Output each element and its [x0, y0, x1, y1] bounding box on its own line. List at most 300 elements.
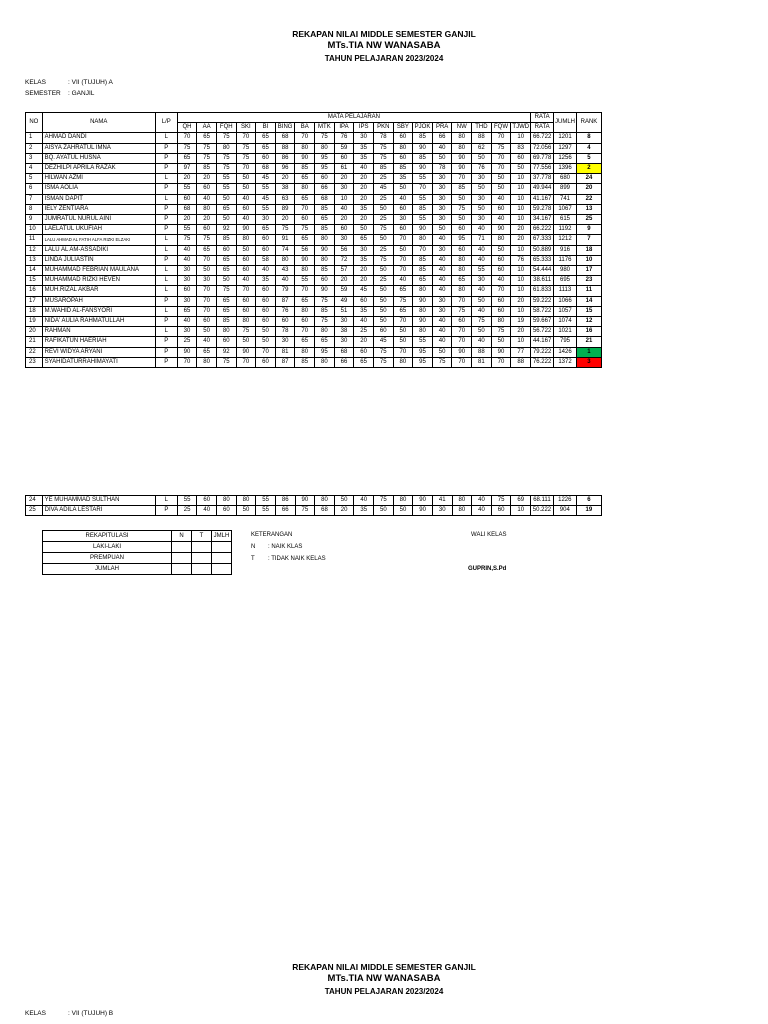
score-cell: 20 [334, 276, 354, 286]
score-cell: 20 [334, 215, 354, 225]
table-row [26, 245, 602, 255]
score-cell: 20 [354, 266, 374, 276]
student-gender: P [155, 153, 177, 163]
score-cell: 70 [295, 204, 315, 214]
student-name: ISMA AOLIA [42, 184, 155, 194]
score-cell: 40 [432, 276, 452, 286]
score-cell: 75 [177, 235, 197, 245]
score-cell: 55 [256, 506, 276, 516]
score-cell: 69 [511, 496, 531, 506]
score-cell: 60 [393, 225, 413, 235]
score-cell: 68 [315, 194, 335, 204]
score-cell: 60 [197, 317, 217, 327]
wali-kelas-title: WALI KELAS [471, 532, 507, 538]
score-cell: 70 [452, 174, 472, 184]
score-cell: 80 [413, 327, 433, 337]
score-cell: 30 [472, 276, 492, 286]
row-number: 17 [26, 296, 43, 306]
score-cell: 40 [432, 235, 452, 245]
student-gender: L [155, 235, 177, 245]
score-cell: 75 [393, 296, 413, 306]
score-cell: 50 [393, 337, 413, 347]
grade-header-row-1 [26, 113, 602, 123]
score-cell: 80 [413, 235, 433, 245]
score-cell: 75 [177, 143, 197, 153]
table-row [26, 174, 602, 184]
score-cell: 50 [373, 317, 393, 327]
header-subject: PJOK [413, 123, 433, 133]
score-cell: 75 [236, 143, 256, 153]
score-cell: 60 [491, 306, 511, 316]
score-cell: 50 [491, 245, 511, 255]
table-row [26, 143, 602, 153]
total-score: 1067 [554, 204, 577, 214]
header-rank: RANK [576, 113, 601, 133]
score-cell: 50 [472, 296, 492, 306]
score-cell: 75 [315, 296, 335, 306]
score-cell: 70 [393, 235, 413, 245]
score-cell: 10 [511, 276, 531, 286]
average-score: 72.056 [531, 143, 554, 153]
score-cell: 50 [216, 194, 236, 204]
score-cell: 85 [452, 184, 472, 194]
keterangan-title: KETERANGAN [251, 532, 293, 538]
recap-cell [192, 564, 212, 575]
score-cell: 85 [413, 204, 433, 214]
score-cell: 75 [491, 327, 511, 337]
next-kelas-value: : VII (TUJUH) B [68, 1010, 114, 1017]
score-cell: 88 [472, 347, 492, 357]
score-cell: 50 [256, 327, 276, 337]
header-rata-2: RATA [531, 123, 554, 133]
score-cell: 60 [275, 317, 295, 327]
score-cell: 80 [315, 143, 335, 153]
student-name: DIVA ADILA LESTARI [42, 506, 155, 516]
score-cell: 80 [216, 327, 236, 337]
score-cell: 65 [315, 215, 335, 225]
student-name: AISYA ZAHRATUL IMNA [42, 143, 155, 153]
score-cell: 30 [472, 215, 492, 225]
score-cell: 10 [334, 194, 354, 204]
table-row [26, 276, 602, 286]
score-cell: 60 [354, 347, 374, 357]
recap-header-t: T [192, 531, 212, 542]
score-cell: 70 [295, 133, 315, 143]
score-cell: 30 [177, 296, 197, 306]
score-cell: 85 [295, 164, 315, 174]
score-cell: 91 [275, 235, 295, 245]
rank-cell: 17 [576, 266, 601, 276]
student-name: LAELATUL UKUFIAH [42, 225, 155, 235]
row-number: 12 [26, 245, 43, 255]
score-cell: 20 [511, 327, 531, 337]
score-cell: 90 [413, 296, 433, 306]
average-score: 68.111 [531, 496, 554, 506]
table-row [26, 296, 602, 306]
recap-header-jmlh: JMLH [212, 531, 232, 542]
score-cell: 40 [354, 317, 374, 327]
score-cell: 40 [354, 164, 374, 174]
total-score: 1212 [554, 235, 577, 245]
score-cell: 75 [315, 317, 335, 327]
score-cell: 40 [236, 194, 256, 204]
score-cell: 65 [393, 306, 413, 316]
score-cell: 75 [452, 306, 472, 316]
header-jumlah: JUMLH [554, 113, 577, 133]
score-cell: 80 [452, 506, 472, 516]
score-cell: 77 [511, 347, 531, 357]
row-number: 7 [26, 194, 43, 204]
rank-cell: 16 [576, 327, 601, 337]
score-cell: 86 [275, 496, 295, 506]
score-cell: 80 [197, 357, 217, 367]
student-gender: P [155, 357, 177, 367]
score-cell: 70 [452, 296, 472, 306]
score-cell: 70 [236, 164, 256, 174]
table-row [26, 306, 602, 316]
score-cell: 70 [491, 357, 511, 367]
score-cell: 50 [197, 266, 217, 276]
score-cell: 65 [413, 276, 433, 286]
row-number: 11 [26, 235, 43, 245]
score-cell: 65 [354, 357, 374, 367]
score-cell: 10 [511, 194, 531, 204]
total-score: 1297 [554, 143, 577, 153]
table-row [26, 153, 602, 163]
score-cell: 68 [334, 347, 354, 357]
student-name: NIDA' AULIA RAHMATULLAH [42, 317, 155, 327]
score-cell: 55 [177, 225, 197, 235]
score-cell: 80 [295, 184, 315, 194]
total-score: 1192 [554, 225, 577, 235]
total-score: 1256 [554, 153, 577, 163]
score-cell: 60 [393, 133, 413, 143]
recap-cell [192, 553, 212, 564]
score-cell: 30 [393, 215, 413, 225]
score-cell: 60 [393, 204, 413, 214]
score-cell: 85 [413, 266, 433, 276]
recap-table [42, 530, 232, 575]
header-subject: FQH [216, 123, 236, 133]
score-cell: 30 [256, 215, 276, 225]
score-cell: 50 [216, 276, 236, 286]
score-cell: 50 [452, 194, 472, 204]
student-gender: P [155, 164, 177, 174]
score-cell: 30 [197, 276, 217, 286]
score-cell: 85 [216, 317, 236, 327]
average-score: 34.167 [531, 215, 554, 225]
student-name: MUHAMMAD RIZKI HEVEN [42, 276, 155, 286]
average-score: 66.222 [531, 225, 554, 235]
score-cell: 60 [256, 286, 276, 296]
score-cell: 75 [373, 357, 393, 367]
score-cell: 80 [315, 235, 335, 245]
score-cell: 90 [413, 506, 433, 516]
score-cell: 50 [432, 225, 452, 235]
keterangan-n-value: : NAIK KLAS [268, 544, 303, 550]
student-gender: P [155, 506, 177, 516]
score-cell: 60 [491, 266, 511, 276]
total-score: 916 [554, 245, 577, 255]
score-cell: 40 [432, 255, 452, 265]
total-score: 1176 [554, 255, 577, 265]
score-cell: 60 [217, 506, 237, 516]
score-cell: 65 [295, 174, 315, 184]
score-cell: 97 [177, 164, 197, 174]
score-cell: 80 [452, 496, 472, 506]
student-name: RAHMAN [42, 327, 155, 337]
recap-cell [172, 553, 192, 564]
score-cell: 65 [197, 347, 217, 357]
score-cell: 66 [432, 133, 452, 143]
score-cell: 40 [472, 286, 492, 296]
score-cell: 90 [413, 496, 433, 506]
score-cell: 20 [354, 184, 374, 194]
score-cell: 65 [216, 266, 236, 276]
score-cell: 50 [393, 506, 413, 516]
score-cell: 90 [452, 347, 472, 357]
recap-row-label: PREMPUAN [43, 553, 172, 564]
total-score: 1021 [554, 327, 577, 337]
average-score: 58.722 [531, 306, 554, 316]
average-score: 37.778 [531, 174, 554, 184]
score-cell: 50 [256, 337, 276, 347]
score-cell: 90 [236, 347, 256, 357]
score-cell: 40 [491, 194, 511, 204]
score-cell: 60 [256, 357, 276, 367]
score-cell: 65 [177, 153, 197, 163]
wali-kelas-name: GUPRIN,S.Pd [468, 566, 507, 572]
score-cell: 70 [393, 317, 413, 327]
score-cell: 75 [452, 204, 472, 214]
average-score: 41.167 [531, 194, 554, 204]
row-number: 10 [26, 225, 43, 235]
score-cell: 85 [413, 255, 433, 265]
score-cell: 66 [315, 184, 335, 194]
score-cell: 88 [275, 143, 295, 153]
header-subject: PKN [373, 123, 393, 133]
score-cell: 80 [393, 143, 413, 153]
score-cell: 60 [452, 245, 472, 255]
score-cell: 61 [334, 164, 354, 174]
score-cell: 95 [315, 164, 335, 174]
score-cell: 81 [472, 357, 492, 367]
score-cell: 40 [393, 276, 413, 286]
score-cell: 76 [275, 306, 295, 316]
score-cell: 40 [393, 194, 413, 204]
document-title: REKAPAN NILAI MIDDLE SEMESTER GANJIL [292, 29, 476, 39]
rank-cell: 23 [576, 276, 601, 286]
score-cell: 50 [354, 225, 374, 235]
score-cell: 20 [334, 174, 354, 184]
score-cell: 30 [432, 194, 452, 204]
score-cell: 50 [373, 296, 393, 306]
header-mata-pelajaran: MATA PELAJARAN [177, 113, 531, 123]
score-cell: 25 [373, 245, 393, 255]
score-cell: 80 [491, 235, 511, 245]
score-cell: 49 [334, 296, 354, 306]
score-cell: 25 [373, 174, 393, 184]
score-cell: 85 [216, 235, 236, 245]
score-cell: 55 [256, 204, 276, 214]
recap-header-n: N [172, 531, 192, 542]
table-row [26, 255, 602, 265]
score-cell: 25 [177, 506, 197, 516]
recap-title: REKAPITULASI [43, 531, 172, 542]
average-score: 38.611 [531, 276, 554, 286]
score-cell: 80 [413, 306, 433, 316]
row-number: 13 [26, 255, 43, 265]
score-cell: 55 [295, 276, 315, 286]
score-cell: 90 [452, 153, 472, 163]
score-cell: 60 [177, 286, 197, 296]
recap-row-label: LAKI-LAKI [43, 542, 172, 553]
score-cell: 50 [472, 153, 492, 163]
score-cell: 70 [295, 327, 315, 337]
average-score: 61.833 [531, 286, 554, 296]
score-cell: 80 [315, 255, 335, 265]
score-cell: 80 [295, 266, 315, 276]
row-number: 1 [26, 133, 43, 143]
score-cell: 66 [275, 506, 295, 516]
score-cell: 55 [216, 174, 236, 184]
total-score: 904 [553, 506, 576, 516]
student-gender: L [155, 306, 177, 316]
score-cell: 40 [432, 327, 452, 337]
score-cell: 80 [393, 496, 413, 506]
score-cell: 60 [334, 225, 354, 235]
score-cell: 78 [373, 133, 393, 143]
score-cell: 75 [216, 286, 236, 296]
score-cell: 35 [393, 174, 413, 184]
score-cell: 65 [295, 194, 315, 204]
score-cell: 75 [373, 143, 393, 153]
score-cell: 60 [452, 317, 472, 327]
score-cell: 10 [511, 184, 531, 194]
header-subject: THD [472, 123, 492, 133]
score-cell: 65 [216, 296, 236, 306]
score-cell: 86 [275, 153, 295, 163]
score-cell: 75 [295, 506, 315, 516]
score-cell: 20 [275, 174, 295, 184]
score-cell: 30 [177, 266, 197, 276]
student-name: M.WAHID AL-FANSYORI [42, 306, 155, 316]
score-cell: 75 [491, 496, 511, 506]
score-cell: 70 [393, 255, 413, 265]
score-cell: 30 [334, 317, 354, 327]
score-cell: 56 [334, 245, 354, 255]
score-cell: 70 [452, 337, 472, 347]
score-cell: 10 [511, 174, 531, 184]
score-cell: 63 [275, 194, 295, 204]
score-cell: 30 [432, 174, 452, 184]
score-cell: 80 [452, 266, 472, 276]
row-number: 19 [26, 317, 43, 327]
average-score: 67.333 [531, 235, 554, 245]
header-subject: TJWD [511, 123, 531, 133]
next-kelas-label: KELAS [25, 1010, 46, 1017]
score-cell: 10 [511, 306, 531, 316]
score-cell: 70 [197, 286, 217, 296]
score-cell: 40 [354, 496, 374, 506]
score-cell: 60 [216, 245, 236, 255]
score-cell: 40 [256, 266, 276, 276]
rank-cell: 14 [576, 296, 601, 306]
student-name: MUH.RIZAL AKBAR [42, 286, 155, 296]
score-cell: 10 [511, 286, 531, 296]
score-cell: 25 [373, 276, 393, 286]
recap-cell [212, 553, 232, 564]
score-cell: 60 [315, 276, 335, 286]
score-cell: 30 [334, 337, 354, 347]
student-name: SYAHIDATURRAHIMAYATI [42, 357, 155, 367]
table-row [26, 164, 602, 174]
score-cell: 50 [197, 327, 217, 337]
score-cell: 40 [472, 245, 492, 255]
average-score: 59.667 [531, 317, 554, 327]
score-cell: 60 [256, 245, 276, 255]
score-cell: 70 [197, 255, 217, 265]
score-cell: 60 [197, 184, 217, 194]
score-cell: 90 [236, 225, 256, 235]
score-cell: 60 [295, 215, 315, 225]
average-score: 66.722 [531, 133, 554, 143]
score-cell: 50 [432, 347, 452, 357]
score-cell: 35 [354, 506, 374, 516]
score-cell: 55 [472, 266, 492, 276]
student-name: JUMRATUL NURUL AINI [42, 215, 155, 225]
score-cell: 20 [334, 506, 354, 516]
score-cell: 20 [511, 296, 531, 306]
score-cell: 40 [472, 337, 492, 347]
semester-value: : GANJIL [68, 90, 95, 97]
score-cell: 25 [373, 194, 393, 204]
score-cell: 50 [472, 327, 492, 337]
score-cell: 60 [393, 153, 413, 163]
score-cell: 40 [197, 337, 217, 347]
score-cell: 66 [334, 357, 354, 367]
recap-cell [212, 564, 232, 575]
semester-label: SEMESTER [25, 90, 61, 97]
score-cell: 80 [452, 143, 472, 153]
score-cell: 10 [511, 506, 531, 516]
score-cell: 80 [236, 496, 256, 506]
score-cell: 59 [334, 143, 354, 153]
score-cell: 35 [354, 306, 374, 316]
score-cell: 95 [413, 347, 433, 357]
score-cell: 68 [275, 133, 295, 143]
score-cell: 30 [354, 133, 374, 143]
score-cell: 60 [256, 306, 276, 316]
score-cell: 40 [432, 337, 452, 347]
student-name: AHMAD DANDI [42, 133, 155, 143]
score-cell: 40 [491, 215, 511, 225]
score-cell: 40 [472, 496, 492, 506]
score-cell: 50 [236, 245, 256, 255]
score-cell: 40 [236, 215, 256, 225]
rank-cell: 6 [576, 496, 601, 506]
header-subject: IPA [334, 123, 354, 133]
score-cell: 30 [177, 327, 197, 337]
row-number: 4 [26, 164, 43, 174]
score-cell: 95 [315, 153, 335, 163]
score-cell: 83 [511, 143, 531, 153]
header-subject: FQW [491, 123, 511, 133]
header-subject: BING [275, 123, 295, 133]
score-cell: 50 [373, 266, 393, 276]
score-cell: 89 [275, 204, 295, 214]
score-cell: 90 [177, 347, 197, 357]
